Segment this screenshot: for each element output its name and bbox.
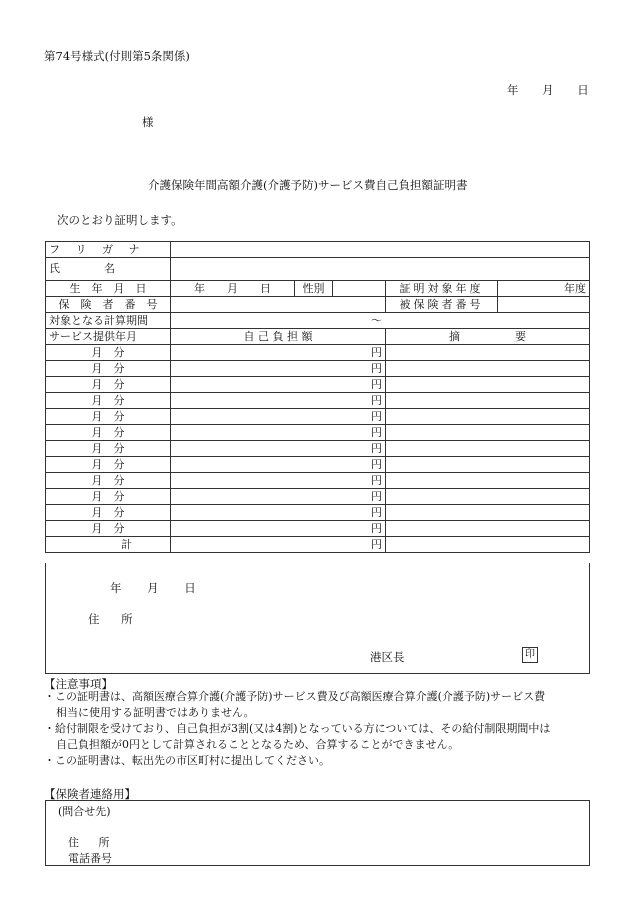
contact-phone-label: 電話番号 (68, 852, 112, 865)
cert-year-field[interactable]: 年度 (498, 281, 590, 297)
amount-cell[interactable]: 円 (171, 377, 386, 393)
table-row (46, 377, 590, 393)
table-row (46, 457, 590, 473)
name-row (46, 258, 590, 281)
note-3: ・この証明書は、転出先の市区町村に提出してください。 (44, 754, 330, 767)
month-cell: 月 分 (46, 489, 171, 505)
amount-cell[interactable]: 円 (171, 457, 386, 473)
col-month-header: サービス提供年月 (46, 329, 171, 345)
amount-cell[interactable]: 円 (171, 521, 386, 537)
notes-heading: 【注意事項】 (44, 677, 113, 691)
amount-cell[interactable]: 円 (171, 409, 386, 425)
issuer-date: 年 月 日 (110, 581, 196, 595)
amount-cell[interactable]: 円 (171, 345, 386, 361)
furigana-row (46, 242, 590, 258)
total-label: 計 (46, 537, 171, 553)
remarks-cell[interactable] (386, 441, 590, 457)
table-row (46, 345, 590, 361)
amount-cell[interactable]: 円 (171, 361, 386, 377)
insurer-no-label: 保 険 者 番 号 (46, 297, 171, 313)
table-row (46, 505, 590, 521)
birth-row (46, 281, 590, 297)
month-cell: 月 分 (46, 441, 171, 457)
col-remarks-header: 摘 要 (386, 329, 590, 345)
month-cell: 月 分 (46, 361, 171, 377)
remarks-cell[interactable] (386, 425, 590, 441)
furigana-label: フ リ ガ ナ (46, 242, 171, 258)
form-number: 第74号様式(付則第5条関係) (44, 49, 190, 63)
total-amount[interactable]: 円 (171, 537, 386, 553)
remarks-cell[interactable] (386, 409, 590, 425)
insured-no-label: 被保険者番号 (386, 297, 498, 313)
remarks-cell[interactable] (386, 457, 590, 473)
table-row (46, 393, 590, 409)
insurer-contact-heading: 【保険者連絡用】 (44, 787, 136, 801)
table-row (46, 473, 590, 489)
sex-field[interactable] (333, 281, 386, 297)
issuer-mayor: 港区長 (370, 650, 405, 664)
seal-mark: 印 (522, 647, 538, 663)
contact-address-label: 住 所 (68, 836, 110, 849)
total-row (46, 537, 590, 553)
col-amount-header: 自 己 負 担 額 (171, 329, 386, 345)
table-row (46, 409, 590, 425)
remarks-cell[interactable] (386, 489, 590, 505)
table-row (46, 441, 590, 457)
period-row (46, 313, 590, 329)
month-cell: 月 分 (46, 473, 171, 489)
month-cell: 月 分 (46, 345, 171, 361)
addressee-suffix: 様 (142, 115, 154, 129)
sex-label: 性別 (295, 281, 333, 297)
amount-cell[interactable]: 円 (171, 505, 386, 521)
name-label: 氏 名 (46, 258, 171, 281)
amount-cell[interactable]: 円 (171, 393, 386, 409)
cert-year-label: 証明対象年度 (386, 281, 498, 297)
remarks-cell[interactable] (386, 473, 590, 489)
certificate-table (45, 241, 590, 553)
issuer-address-label: 住 所 (88, 612, 133, 626)
amount-cell[interactable]: 円 (171, 473, 386, 489)
note-1: ・この証明書は、高額医療合算介護(介護予防)サービス費及び高額医療合算介護(介護予防)サービス費 (44, 690, 546, 703)
remarks-cell[interactable] (386, 521, 590, 537)
month-cell: 月 分 (46, 425, 171, 441)
month-cell: 月 分 (46, 505, 171, 521)
table-row (46, 489, 590, 505)
note-2-cont: 自己負担額が0円として計算されることとなるため、合算することができません。 (56, 738, 460, 751)
table-row (46, 521, 590, 537)
birth-label: 生 年 月 日 (46, 281, 171, 297)
note-1-cont: 相当に使用する証明書ではありません。 (56, 706, 255, 719)
insurer-contact-box (45, 800, 590, 866)
month-cell: 月 分 (46, 409, 171, 425)
month-cell: 月 分 (46, 393, 171, 409)
insurer-no-field[interactable] (171, 297, 386, 313)
amount-cell[interactable]: 円 (171, 441, 386, 457)
birth-value[interactable]: 年 月 日 (171, 281, 295, 297)
remarks-cell[interactable] (386, 377, 590, 393)
amount-cell[interactable]: 円 (171, 425, 386, 441)
note-2: ・給付制限を受けており、自己負担が3割(又は4割)となっている方については、その給付制限期間中は (44, 722, 551, 735)
remarks-cell[interactable] (386, 393, 590, 409)
name-field[interactable] (171, 258, 590, 281)
issue-date-placeholder: 年 月 日 (507, 83, 589, 97)
furigana-field[interactable] (171, 242, 590, 258)
month-cell: 月 分 (46, 521, 171, 537)
remarks-cell[interactable] (386, 345, 590, 361)
period-label: 対象となる計算期間 (46, 313, 171, 329)
remarks-cell[interactable] (386, 505, 590, 521)
period-field[interactable]: 〜 (171, 313, 590, 329)
table-row (46, 425, 590, 441)
inquiry-label: (問合せ先) (58, 805, 111, 818)
document-title: 介護保険年間高額介護(介護予防)サービス費自己負担額証明書 (148, 178, 468, 192)
column-header-row (46, 329, 590, 345)
number-row (46, 297, 590, 313)
month-cell: 月 分 (46, 377, 171, 393)
remarks-cell[interactable] (386, 361, 590, 377)
amount-cell[interactable]: 円 (171, 489, 386, 505)
intro-text: 次のとおり証明します。 (57, 213, 183, 227)
month-cell: 月 分 (46, 457, 171, 473)
insured-no-field[interactable] (498, 297, 590, 313)
table-row (46, 361, 590, 377)
total-remarks[interactable] (386, 537, 590, 553)
